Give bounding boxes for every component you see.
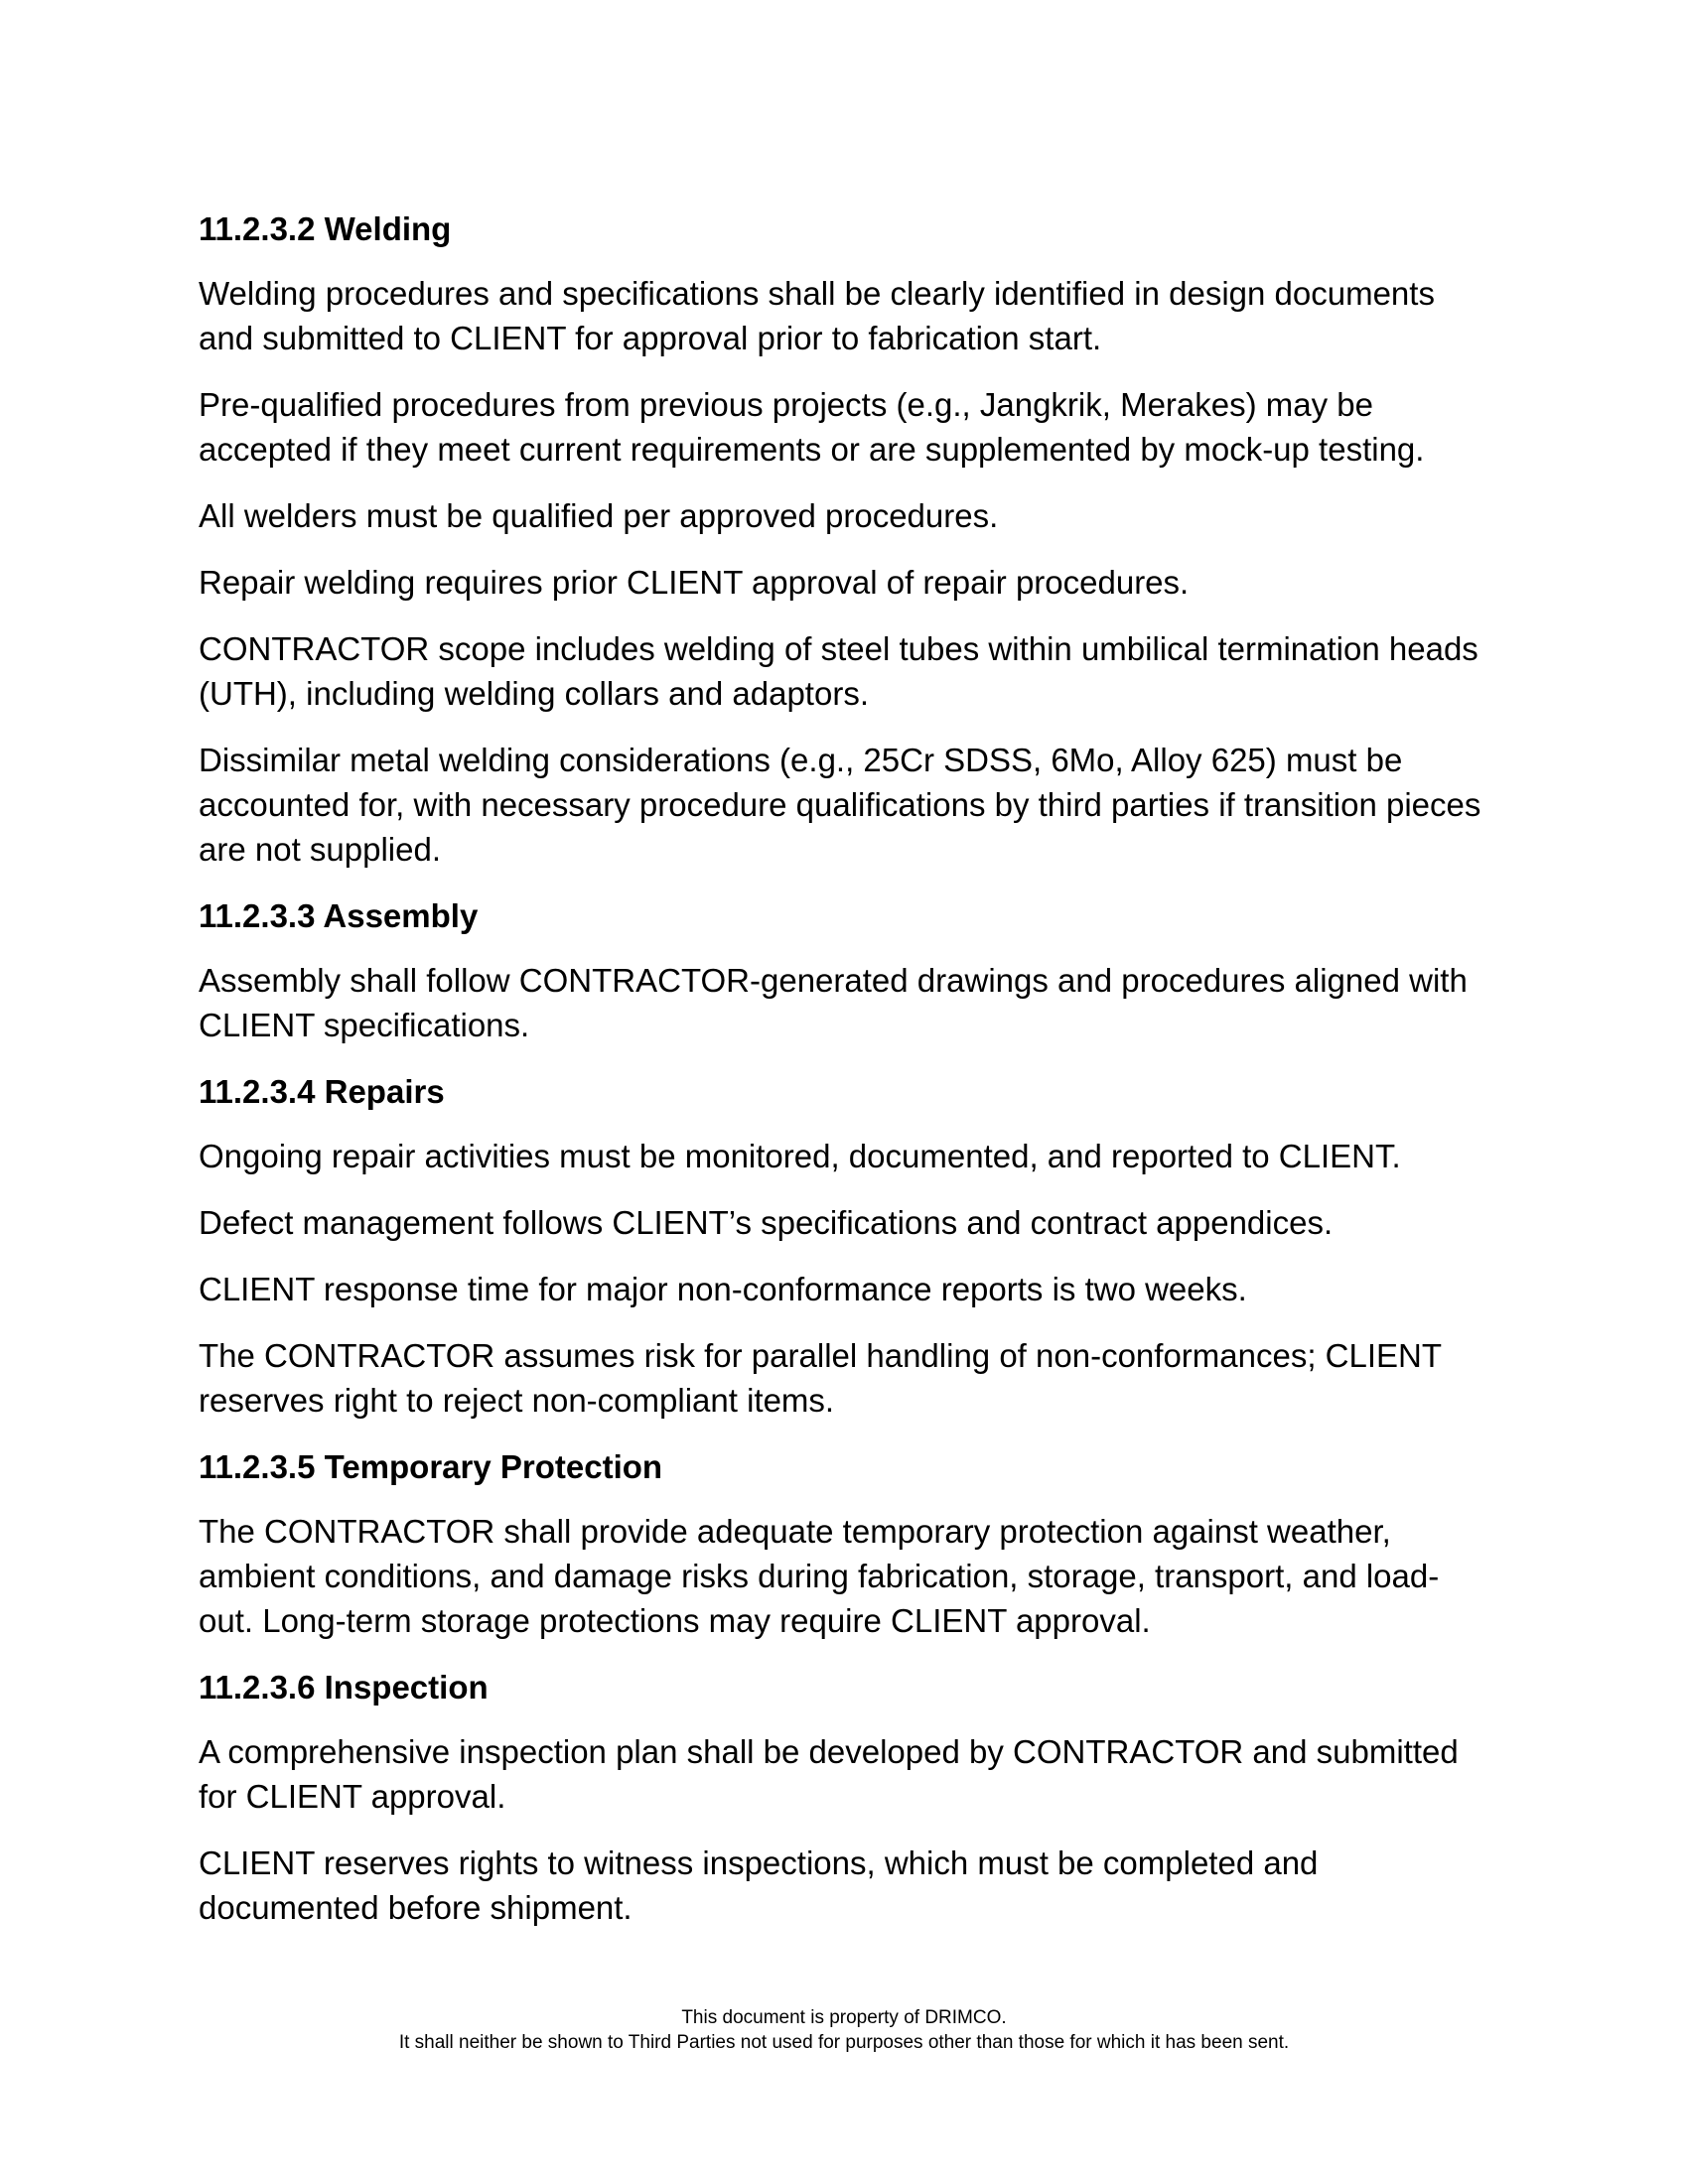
paragraph: CLIENT reserves rights to witness inspections, which must be completed and documented before shipment. (199, 1844, 1319, 1926)
paragraph: Repair welding requires prior CLIENT approval of repair procedures. (199, 564, 1190, 601)
paragraph: The CONTRACTOR shall provide adequate temporary protection against weather, ambient conditions, and damage risks during fabrication, storage, transport, and load-out. Long-term storage protections may require CLIENT approval. (199, 1513, 1440, 1639)
section-temporary-protection (199, 1444, 1489, 1643)
page-footer (0, 2005, 1688, 2055)
paragraph: A comprehensive inspection plan shall be developed by CONTRACTOR and submitted for CLIENT approval. (199, 1733, 1459, 1815)
paragraph: Defect management follows CLIENT’s specifications and contract appendices. (199, 1204, 1334, 1241)
section-inspection (199, 1665, 1489, 1930)
paragraph: All welders must be qualified per approved procedures. (199, 497, 999, 534)
footer-line-2: It shall neither be shown to Third Parties not used for purposes other than those for which it has been sent. (398, 2032, 1290, 2053)
section-heading-welding: 11.2.3.2 Welding (199, 210, 452, 247)
paragraph: CONTRACTOR scope includes welding of steel tubes within umbilical termination heads (UTH), including welding collars and adaptors. (199, 630, 1478, 712)
section-welding (199, 206, 1489, 872)
document-content (199, 189, 1489, 1952)
paragraph: Ongoing repair activities must be monitored, documented, and reported to CLIENT. (199, 1138, 1401, 1174)
paragraph: Dissimilar metal welding considerations (e.g., 25Cr SDSS, 6Mo, Alloy 625) must be accounted for, with necessary procedure qualifications by third parties if transition pieces are not supplied. (199, 742, 1481, 868)
section-heading-assembly: 11.2.3.3 Assembly (199, 897, 479, 934)
paragraph: The CONTRACTOR assumes risk for parallel handling of non-conformances; CLIENT reserves right to reject non-compliant items. (199, 1337, 1442, 1419)
section-heading-inspection: 11.2.3.6 Inspection (199, 1669, 489, 1706)
section-heading-repairs: 11.2.3.4 Repairs (199, 1073, 445, 1110)
footer-line-1: This document is property of DRIMCO. (681, 2007, 1007, 2028)
section-repairs (199, 1069, 1489, 1423)
paragraph: CLIENT response time for major non-conformance reports is two weeks. (199, 1271, 1247, 1307)
section-heading-temporary-protection: 11.2.3.5 Temporary Protection (199, 1448, 663, 1485)
paragraph: Assembly shall follow CONTRACTOR-generated drawings and procedures aligned with CLIENT specifications. (199, 962, 1468, 1043)
paragraph: Welding procedures and specifications shall be clearly identified in design documents and submitted to CLIENT for approval prior to fabrication start. (199, 275, 1435, 356)
section-assembly (199, 893, 1489, 1047)
paragraph: Pre-qualified procedures from previous projects (e.g., Jangkrik, Merakes) may be accepted if they meet current requirements or are supplemented by mock-up testing. (199, 386, 1425, 468)
